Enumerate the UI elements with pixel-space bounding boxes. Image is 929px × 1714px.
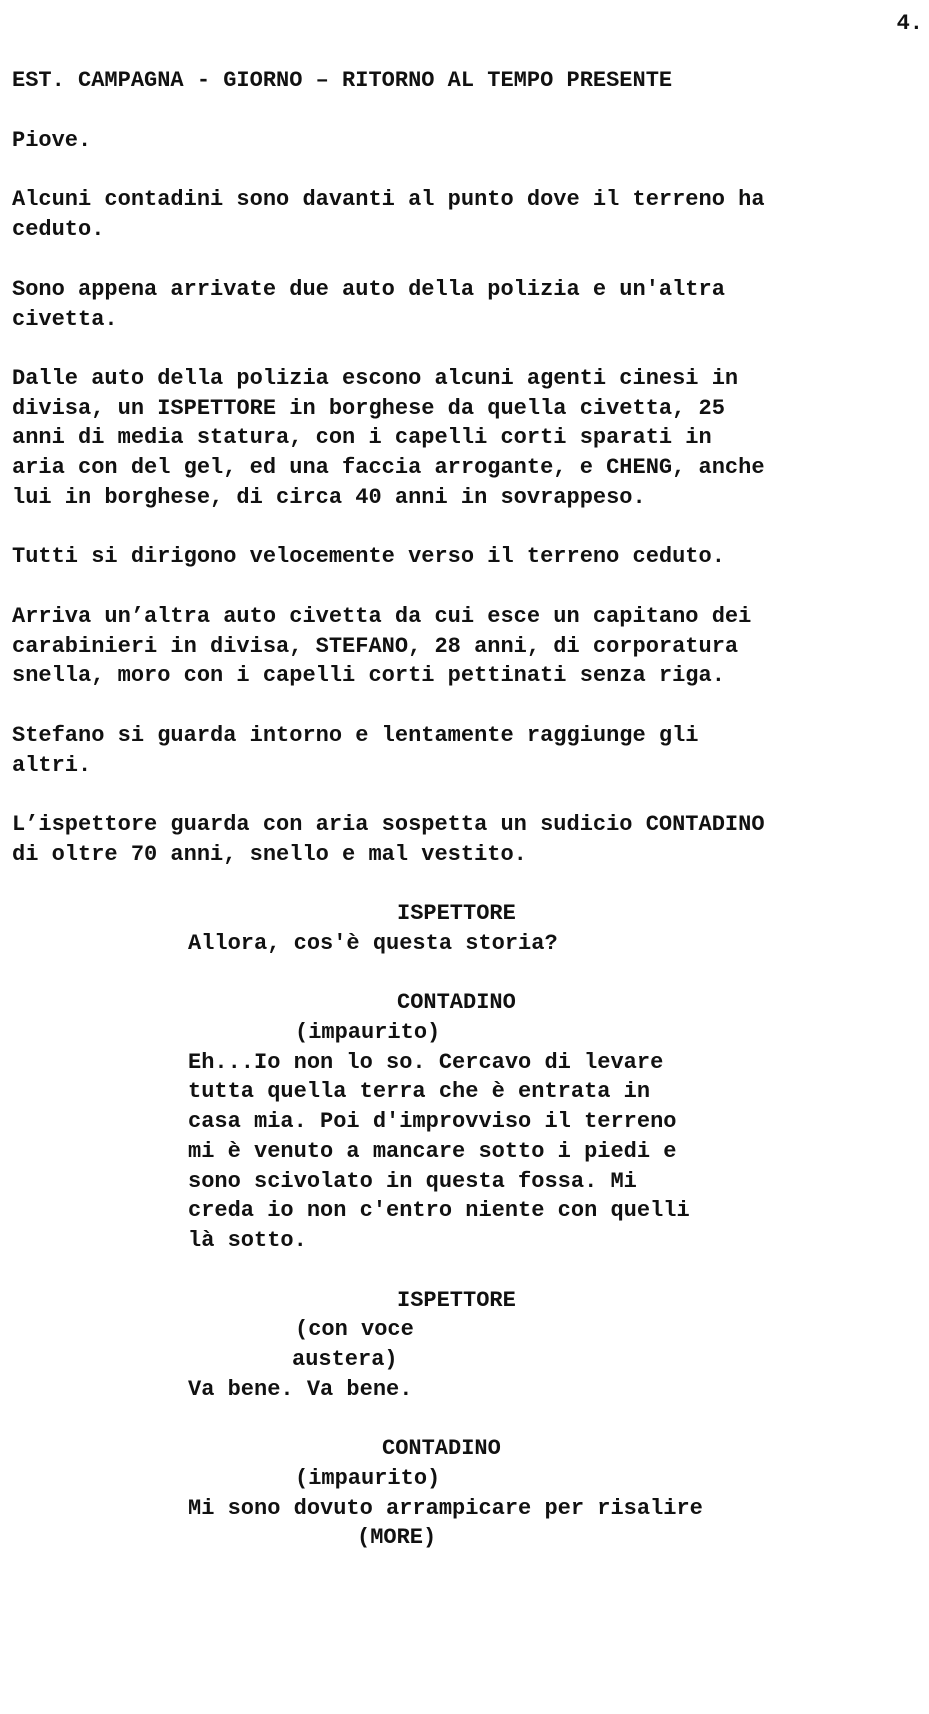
character-name: CONTADINO bbox=[382, 1436, 501, 1461]
character-name: ISPETTORE bbox=[397, 901, 516, 926]
action-line: snella, moro con i capelli corti pettinati senza riga. bbox=[12, 663, 725, 688]
scene-heading: EST. CAMPAGNA - GIORNO – RITORNO AL TEMPO PRESENTE bbox=[12, 68, 673, 93]
action-line: Tutti si dirigono velocemente verso il terreno ceduto. bbox=[12, 544, 725, 569]
action-line: Alcuni contadini sono davanti al punto dove il terreno ha bbox=[12, 187, 765, 212]
action-line: Piove. bbox=[12, 128, 92, 153]
action-line: altri. bbox=[12, 753, 92, 778]
action-line: Dalle auto della polizia escono alcuni agenti cinesi in bbox=[12, 366, 739, 391]
parenthetical: (impaurito) bbox=[295, 1020, 441, 1045]
action-line: Sono appena arrivate due auto della polizia e un'altra bbox=[12, 277, 725, 302]
character-name: ISPETTORE bbox=[397, 1288, 516, 1313]
action-line: lui in borghese, di circa 40 anni in sovrappeso. bbox=[12, 485, 646, 510]
parenthetical: austera) bbox=[292, 1347, 398, 1372]
dialogue-line: casa mia. Poi d'improvviso il terreno bbox=[188, 1109, 677, 1134]
character-name: CONTADINO bbox=[397, 990, 516, 1015]
action-line: ceduto. bbox=[12, 217, 105, 242]
action-line: Arriva un’altra auto civetta da cui esce un capitano dei bbox=[12, 604, 752, 629]
dialogue-line: sono scivolato in questa fossa. Mi bbox=[188, 1169, 637, 1194]
action-line: anni di media statura, con i capelli corti sparati in bbox=[12, 425, 712, 450]
dialogue-line: mi è venuto a mancare sotto i piedi e bbox=[188, 1139, 677, 1164]
dialogue-line: creda io non c'entro niente con quelli bbox=[188, 1198, 690, 1223]
action-line: civetta. bbox=[12, 307, 118, 332]
more-indicator: (MORE) bbox=[357, 1525, 437, 1550]
action-line: di oltre 70 anni, snello e mal vestito. bbox=[12, 842, 527, 867]
parenthetical: (con voce bbox=[295, 1317, 414, 1342]
dialogue-line: là sotto. bbox=[188, 1228, 307, 1253]
dialogue-line: Eh...Io non lo so. Cercavo di levare bbox=[188, 1050, 664, 1075]
dialogue-line: Va bene. Va bene. bbox=[188, 1377, 413, 1402]
action-line: divisa, un ISPETTORE in borghese da quella civetta, 25 bbox=[12, 396, 725, 421]
action-line: Stefano si guarda intorno e lentamente raggiunge gli bbox=[12, 723, 699, 748]
dialogue-line: tutta quella terra che è entrata in bbox=[188, 1079, 651, 1104]
action-line: aria con del gel, ed una faccia arrogante, e CHENG, anche bbox=[12, 455, 765, 480]
action-line: carabinieri in divisa, STEFANO, 28 anni, di corporatura bbox=[12, 634, 739, 659]
page-number: 4. bbox=[896, 11, 923, 36]
parenthetical: (impaurito) bbox=[295, 1466, 441, 1491]
action-line: L’ispettore guarda con aria sospetta un sudicio CONTADINO bbox=[12, 812, 765, 837]
dialogue-line: Allora, cos'è questa storia? bbox=[188, 931, 558, 956]
dialogue-line: Mi sono dovuto arrampicare per risalire bbox=[188, 1496, 703, 1521]
